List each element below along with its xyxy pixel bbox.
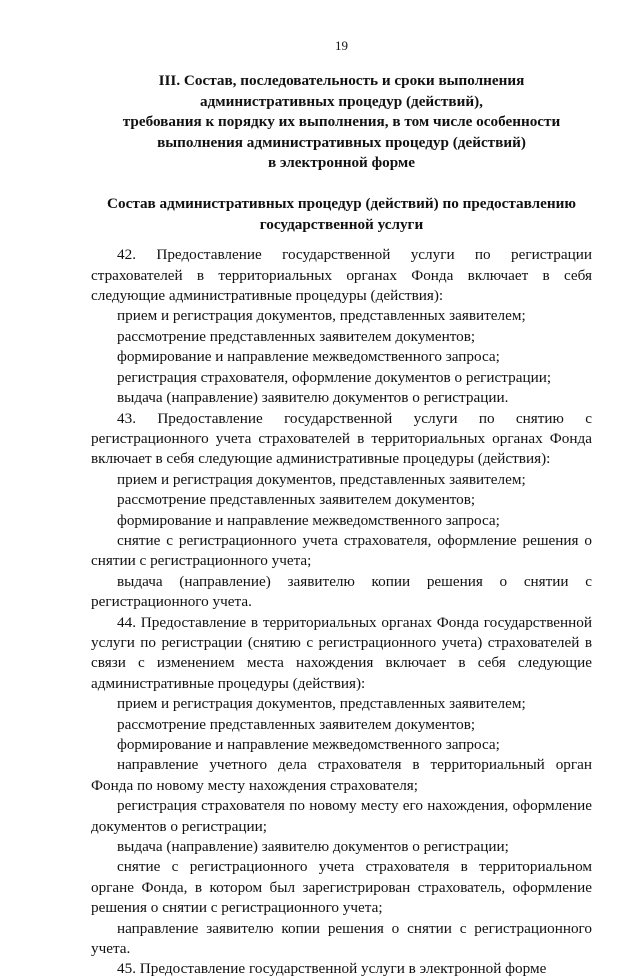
list-item: выдача (направление) заявителю документов о регистрации. [117, 389, 509, 407]
list-item: рассмотрение представленных заявителем документов; [117, 491, 476, 509]
list-item: снятие с регистрационного учета страхователя, оформление решения о снятии с регистрационного учета; [91, 531, 592, 570]
section-heading-line: выполнения административных процедур (действий) [157, 133, 526, 151]
list-item: выдача (направление) заявителю документов о регистрации; [117, 838, 509, 856]
list-item: прием и регистрация документов, представленных заявителем; [117, 695, 526, 713]
list-item: направление заявителю копии решения о снятии с регистрационного учета. [91, 919, 592, 958]
section-heading-line: требования к порядку их выполнения, в том числе особенности [122, 113, 561, 131]
subsection-heading-line: государственной услуги [259, 215, 424, 233]
subsection-heading [91, 194, 592, 235]
list-item: рассмотрение представленных заявителем документов; [117, 327, 476, 345]
paragraph-42: 42. Предоставление государственной услуги по регистрации страхователей в территориальных органах Фонда включает в себя следующие административные процедуры (действия): [91, 246, 592, 305]
subsection-heading-line: Состав административных процедур (действий) по предоставлению [107, 195, 576, 213]
paragraph-45: 45. Предоставление государственной услуги в электронной форме [117, 960, 547, 978]
paragraph-43: 43. Предоставление государственной услуги по снятию с регистрационного учета страхователей в территориальных органах Фонда включает в себя следующие административные процедуры (действия): [91, 409, 592, 468]
list-item: прием и регистрация документов, представленных заявителем; [117, 470, 526, 488]
list-item: формирование и направление межведомственного запроса; [117, 511, 500, 529]
body-text [91, 245, 592, 980]
list-item: направление учетного дела страхователя в территориальный орган Фонда по новому месту нахождения страхователя; [91, 756, 592, 794]
list-item: выдача (направление) заявителю копии решения о снятии с регистрационного учета. [91, 572, 592, 611]
list-item: регистрация страхователя, оформление документов о регистрации; [117, 368, 552, 386]
section-heading [91, 71, 592, 173]
section-heading-line: в электронной форме [267, 154, 416, 172]
list-item: прием и регистрация документов, представленных заявителем; [117, 307, 526, 325]
section-heading-line: III. Состав, последовательность и сроки выполнения [158, 72, 525, 90]
list-item: регистрация страхователя по новому месту его нахождения, оформление документов о регистрации; [91, 797, 592, 835]
list-item: рассмотрение представленных заявителем документов; [117, 715, 476, 733]
list-item: снятие с регистрационного учета страхователя в территориальном органе Фонда, в котором был зарегистрирован страхователь, оформление решения о снятии с регистрационного учета; [91, 858, 592, 917]
section-heading-line: административных процедур (действий), [200, 92, 483, 110]
list-item: формирование и направление межведомственного запроса; [117, 736, 500, 753]
page-number: 19 [335, 38, 348, 53]
paragraph-44: 44. Предоставление в территориальных органах Фонда государственной услуги по регистрации (снятию с регистрационного учета) страхователей в связи с изменением места нахождения включает в себя следующие административные процедуры (действия): [91, 613, 592, 692]
list-item: формирование и направление межведомственного запроса; [117, 348, 500, 366]
